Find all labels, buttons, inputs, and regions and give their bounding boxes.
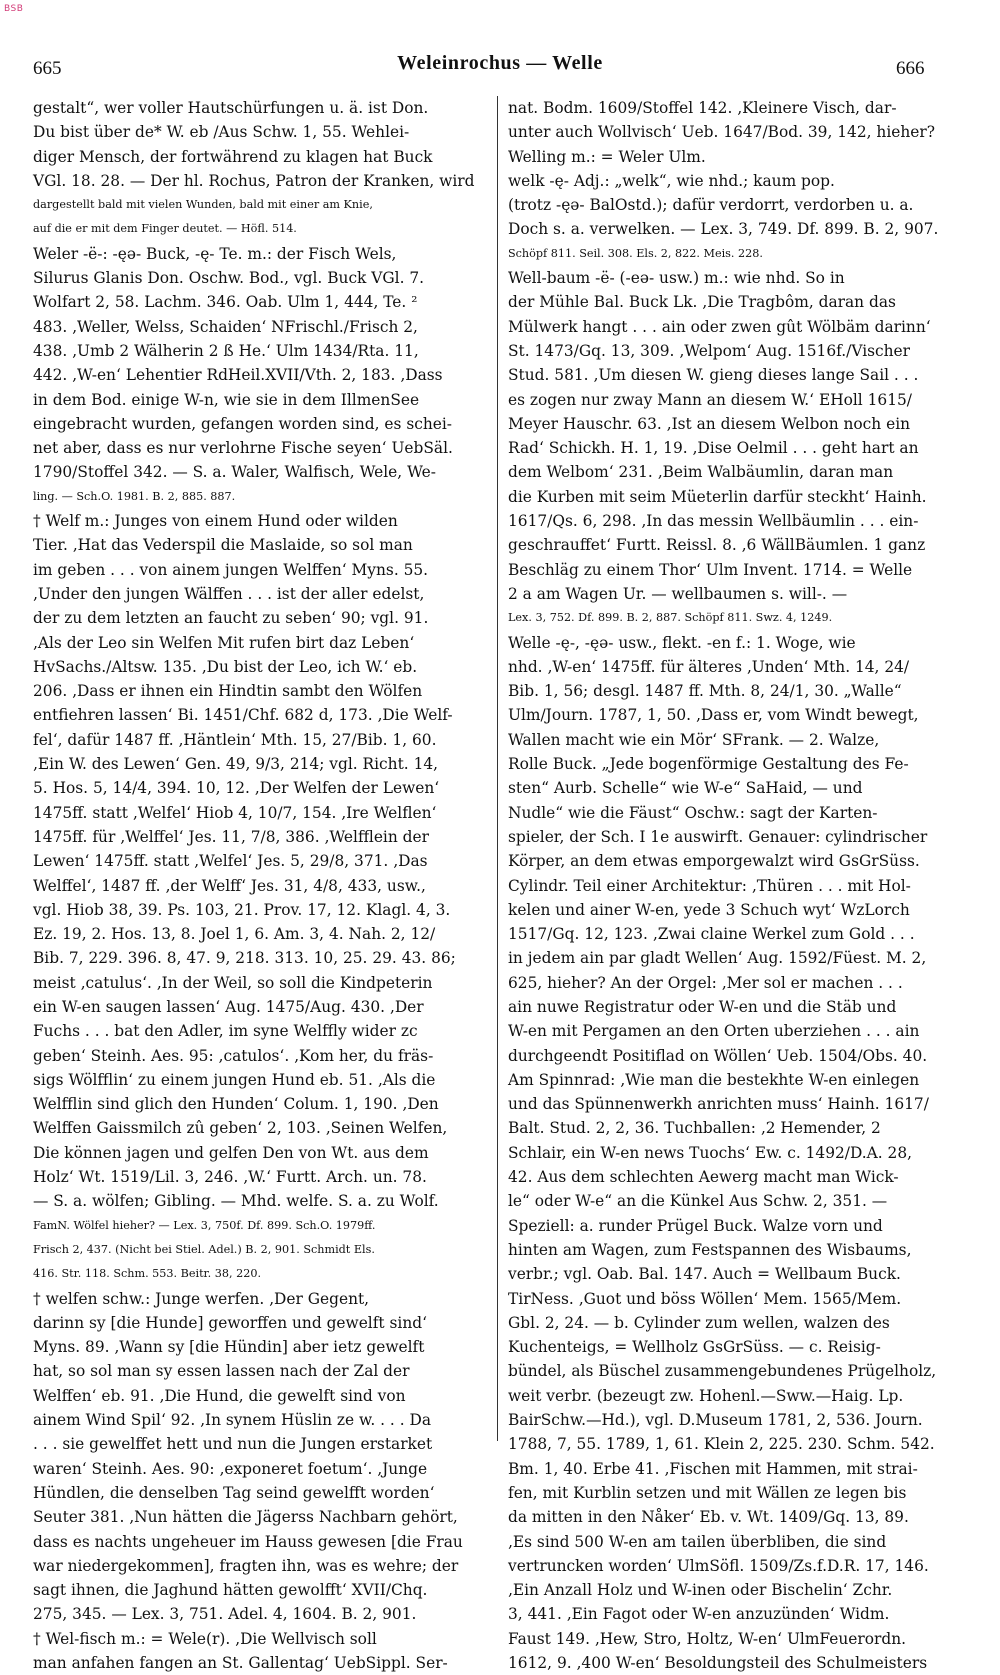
text-line: Kuchenteigs, = Wellholz GsGrSüss. — c. Reisig- (508, 1338, 881, 1357)
text-line: 483. ‚Weller, Welss, Schaiden‘ NFrischl./Frisch 2, (33, 317, 418, 336)
entry-headword-line: Weler -ë-: -ęə- Buck, -ę- Te. m.: der Fisch Wels, (33, 244, 397, 263)
text-line: 442. ‚W-en‘ Lehentier RdHeil.XVII/Vth. 2, 183. ‚Dass (33, 366, 443, 385)
text-line: Welffen‘ eb. 91. ‚Die Hund, die gewelft sind von (33, 1386, 406, 1405)
entry-headword-line: welk -ę- Adj.: „welk“, wie nhd.; kaum pop. (508, 171, 835, 190)
text-line: Doch s. a. verwelken. — Lex. 3, 749. Df. 899. B. 2, 907. (508, 220, 939, 239)
text-line: man anfahen fangen an St. Gallentag‘ UebSippl. Ser- (33, 1654, 448, 1672)
text-line: Stud. 581. ‚Um diesen W. gieng dieses lange Sail . . . (508, 366, 919, 385)
text-line: Ez. 19, 2. Hos. 13, 8. Joel 1, 6. Am. 3, 4. Nah. 2, 12/ (33, 925, 436, 944)
text-line: HvSachs./Altsw. 135. ‚Du bist der Leo, ich W.‘ eb. (33, 657, 418, 676)
text-line: Frisch 2, 437. (Nicht bei Stiel. Adel.) B. 2, 901. Schmidt Els. (33, 1242, 375, 1256)
text-line: (trotz -ęə- BalOstd.); dafür verdorrt, verdorben u. a. (508, 196, 914, 215)
text-line: entfiehren lassen‘ Bi. 1451/Chf. 682 d, 173. ‚Die Welf- (33, 706, 453, 725)
entry-headword-line: † welfen schw.: Junge werfen. ‚Der Gegent, (33, 1289, 370, 1308)
text-line: St. 1473/Gq. 13, 309. ‚Welpom‘ Aug. 1516f./Vischer (508, 341, 911, 360)
text-line: ‚Als der Leo sin Welfen Mit rufen birt daz Leben‘ (33, 633, 415, 652)
text-line: fen, mit Kurblin setzen und mit Wällen ze legen bis (508, 1483, 907, 1502)
text-line: ainem Wind Spil‘ 92. ‚In synem Hüslin ze w. . . . Da (33, 1411, 431, 1430)
right-column (508, 96, 970, 1672)
text-line: spieler, der Sch. I 1e auswirft. Genauer: cylindrischer (508, 827, 928, 846)
text-line: Balt. Stud. 2, 2, 36. Tuchballen: ‚2 Hemender, 2 (508, 1119, 881, 1138)
entry-headword-line: Well-baum -ë- (-eə- usw.) m.: wie nhd. So in (508, 269, 845, 288)
text-line: 1475ff. statt ‚Welfel‘ Hiob 4, 10/7, 154. ‚Ire Welflen‘ (33, 803, 437, 822)
text-line: und das Spünnenwerkh anrichten muss‘ Hainh. 1617/ (508, 1095, 929, 1114)
text-line: 416. Str. 118. Schm. 553. Beitr. 38, 220. (33, 1267, 262, 1281)
text-line: ain nuwe Registratur oder W-en und die Stäb und (508, 997, 897, 1016)
text-line: sagt ihnen, die Jaghund hätten gewolfft‘ XVII/Chq. (33, 1581, 428, 1600)
text-line: Meyer Hauschr. 63. ‚Ist an diesem Welbon noch ein (508, 414, 911, 433)
text-line: Beschläg zu einem Thor‘ Ulm Invent. 1714. = Welle (508, 560, 913, 579)
text-line: Rad‘ Schickh. H. 1, 19. ‚Dise Oelmil . . . geht hart an (508, 439, 919, 458)
text-line: bündel, als Büschel zusammengebundenes Prügelholz, (508, 1362, 937, 1381)
text-line: da mitten in den Nåker‘ Eb. v. Wt. 1409/Gq. 13, 89. (508, 1508, 909, 1527)
text-line: auf die er mit dem Finger deutet. — Höfl. 514. (33, 222, 297, 236)
text-line: sigs Wölfflin‘ zu einem jungen Hund eb. 51. ‚Als die (33, 1070, 436, 1089)
text-line: ein W-en saugen lassen‘ Aug. 1475/Aug. 430. ‚Der (33, 997, 424, 1016)
text-line: vgl. Hiob 38, 39. Ps. 103, 21. Prov. 17, 12. Klagl. 4, 3. (33, 900, 451, 919)
text-line: in jedem ain par gladt Wellen‘ Aug. 1592/Füest. M. 2, (508, 949, 927, 968)
text-line: 1617/Qs. 6, 298. ‚In das messin Wellbäumlin . . . ein- (508, 512, 919, 531)
text-line: eingebracht wurden, gefangen worden sind, es schei- (33, 414, 452, 433)
entry-headword-line: † Welf m.: Junges von einem Hund oder wilden (33, 512, 398, 531)
text-line: 5. Hos. 5, 14/4, 394. 10, 12. ‚Der Welfen der Lewen‘ (33, 779, 440, 798)
text-line: Wolfart 2, 58. Lachm. 346. Oab. Ulm 1, 444, Te. ² (33, 293, 418, 312)
text-line: 206. ‚Dass er ihnen ein Hindtin sambt den Wölfen (33, 682, 423, 701)
text-line: . . . sie gewelffet hett und nun die Jungen erstarket (33, 1435, 433, 1454)
text-line: der Mühle Bal. Buck Lk. ‚Die Tragbôm, daran das (508, 293, 896, 312)
text-line: in dem Bod. einige W-n, wie sie in dem IllmenSee (33, 390, 420, 409)
text-line: darinn sy [die Hunde] geworffen und gewelft sind‘ (33, 1313, 427, 1332)
text-line: Faust 149. ‚Hew, Stro, Holtz, W-en‘ UlmFeuerordn. (508, 1629, 907, 1648)
text-line: 1790/Stoffel 342. — S. a. Waler, Walfisch, Wele, We- (33, 463, 436, 482)
text-line: ling. — Sch.O. 1981. B. 2, 885. 887. (33, 489, 236, 503)
text-line: 1612, 9. ‚400 W-en‘ Besoldungsteil des Schulmeisters (508, 1654, 928, 1672)
library-stamp: BSB (4, 4, 24, 14)
text-line: Tier. ‚Hat das Vederspil die Maslaide, so sol man (33, 536, 413, 555)
text-line: geben‘ Steinh. Aes. 95: ‚catulos‘. ‚Kom her, du fräs- (33, 1046, 434, 1065)
text-line: durchgeendt Positiflad on Wöllen‘ Ueb. 1504/Obs. 40. (508, 1046, 928, 1065)
text-line: le“ oder W-e“ an die Künkel Aus Schw. 2, 351. — (508, 1192, 888, 1211)
text-line: meist ‚catulus‘. ‚In der Weil, so soll die Kindpeterin (33, 973, 433, 992)
text-line: Speziell: a. runder Prügel Buck. Walze vorn und (508, 1216, 883, 1235)
text-line: 625, hieher? An der Orgel: ‚Mer sol er machen . . . (508, 973, 903, 992)
text-line: war niedergekommen], fragten ihn, was es wehre; der (33, 1556, 459, 1575)
text-line: Welffen Gaissmilch zû geben‘ 2, 103. ‚Seinen Welfen, (33, 1119, 448, 1138)
text-line: hat, so sol man sy essen lassen nach der Zal der (33, 1362, 410, 1381)
text-line: Bib. 7, 229. 396. 8, 47. 9, 218. 313. 10, 25. 29. 43. 86; (33, 949, 456, 968)
text-line: Bib. 1, 56; desgl. 1487 ff. Mth. 8, 24/1, 30. „Walle“ (508, 682, 902, 701)
text-line: W-en mit Pergamen an den Orten uberziehen . . . ain (508, 1022, 920, 1041)
text-line: nat. Bodm. 1609/Stoffel 142. ‚Kleinere Visch, dar- (508, 99, 897, 117)
text-line: FamN. Wölfel hieher? — Lex. 3, 750f. Df. 899. Sch.O. 1979ff. (33, 1218, 376, 1232)
text-line: nhd. ‚W-en‘ 1475ff. für älteres ‚Unden‘ Mth. 14, 24/ (508, 657, 910, 676)
text-line: Wallen macht wie ein Mör‘ SFrank. — 2. Walze, (508, 730, 880, 749)
text-line: Silurus Glanis Don. Oschw. Bod., vgl. Buck VGl. 7. (33, 269, 425, 288)
text-line: Gbl. 2, 24. — b. Cylinder zum wellen, walzen des (508, 1313, 890, 1332)
text-line: Körper, an dem etwas emporgewalzt wird GsGrSüss. (508, 852, 920, 871)
text-line: TirNess. ‚Guot und böss Wöllen‘ Mem. 1565/Mem. (508, 1289, 902, 1308)
text-line: Cylindr. Teil einer Architektur: ‚Thüren . . . mit Hol- (508, 876, 911, 895)
text-line: ‚Ein W. des Lewen‘ Gen. 49, 9/3, 214; vgl. Richt. 14, (33, 755, 439, 774)
text-line: Holz‘ Wt. 1519/Lil. 3, 246. ‚W.‘ Furtt. Arch. un. 78. (33, 1168, 427, 1187)
text-line: Rolle Buck. „Jede bogenförmige Gestaltung des Fe- (508, 755, 909, 774)
text-line: VGl. 18. 28. — Der hl. Rochus, Patron der Kranken, wird (33, 171, 475, 190)
text-line: Hündlen, die denselben Tag seind gewelfft worden‘ (33, 1483, 435, 1502)
text-line: hinten am Wagen, zum Festspannen des Wisbaums, (508, 1240, 912, 1259)
text-line: Fuchs . . . bat den Adler, im syne Welffly wider zc (33, 1022, 418, 1041)
text-line: Welfflin sind glich den Hunden‘ Colum. 1, 190. ‚Den (33, 1095, 439, 1114)
text-line: ‚Under den jungen Wälffen . . . ist der aller edelst, (33, 584, 425, 603)
text-line: vertruncken worden‘ UlmSöfl. 1509/Zs.f.D.R. 17, 146. (508, 1556, 929, 1575)
text-line: Mülwerk hangt . . . ain oder zwen gût Wölbäm darinn‘ (508, 317, 931, 336)
text-line: Welffel‘, 1487 ff. ‚der Welff‘ Jes. 31, 4/8, 433, usw., (33, 876, 426, 895)
text-line: verbr.; vgl. Oab. Bal. 147. Auch = Wellbaum Buck. (508, 1265, 901, 1284)
text-line: Schöpf 811. Seil. 308. Els. 2, 822. Meis. 228. (508, 246, 763, 260)
text-line: kelen und ainer W-en, yede 3 Schuch wyt‘ WzLorch (508, 900, 910, 919)
text-line: Am Spinnrad: ‚Wie man die bestekhte W-en einlegen (508, 1070, 920, 1089)
text-line: ‚Es sind 500 W-en am tailen überbliben, die sind (508, 1532, 887, 1551)
text-line: ‚Ein Anzall Holz und W-inen oder Bischelin‘ Zchr. (508, 1581, 893, 1600)
text-line: 42. Aus dem schlechten Aewerg macht man Wick- (508, 1168, 899, 1187)
text-line: waren‘ Steinh. Aes. 90: ‚exponeret foetum‘. ‚Junge (33, 1459, 428, 1478)
text-line: — S. a. wölfen; Gibling. — Mhd. welfe. S. a. zu Wolf. (33, 1192, 439, 1211)
text-line: unter auch Wollvisch‘ Ueb. 1647/Bod. 39, 142, hieher? (508, 123, 935, 142)
text-line: dem Welbom‘ 231. ‚Beim Walbäumlin, daran man (508, 463, 894, 482)
text-line: die Kurben mit seim Müeterlin darfür steckht‘ Hainh. (508, 487, 927, 506)
text-line: 2 a am Wagen Ur. — wellbaumen s. will-. — (508, 584, 848, 603)
text-line: 438. ‚Umb 2 Wälherin 2 ß He.‘ Ulm 1434/Rta. 11, (33, 341, 419, 360)
text-line: diger Mensch, der fortwährend zu klagen hat Buck (33, 147, 433, 166)
text-line: 275, 345. — Lex. 3, 751. Adel. 4, 1604. B. 2, 901. (33, 1605, 417, 1624)
text-line: Myns. 89. ‚Wann sy [die Hündin] aber ietz gewelft (33, 1338, 425, 1357)
text-line: Bm. 1, 40. Erbe 41. ‚Fischen mit Hammen, mit strai- (508, 1459, 918, 1478)
text-line: BairSchw.—Hd.), vgl. D.Museum 1781, 2, 536. Journ. (508, 1411, 923, 1430)
text-line: Lewen‘ 1475ff. statt ‚Welfel‘ Jes. 5, 29/8, 371. ‚Das (33, 852, 428, 871)
entry-headword-line: † Wel-fisch m.: = Wele(r). ‚Die Wellvisch soll (33, 1629, 377, 1648)
text-line: sten“ Aurb. Schelle“ wie W-e“ SaHaid, — und (508, 779, 863, 798)
text-line: es zogen nur zway Mann an diesem W.‘ EHoll 1615/ (508, 390, 912, 409)
column-divider (497, 96, 498, 1441)
entry-headword-line: Welling m.: = Weler Ulm. (508, 147, 706, 166)
text-line: weit verbr. (bezeugt zw. Hohenl.—Sww.—Haig. Lp. (508, 1386, 904, 1405)
text-line: 3, 441. ‚Ein Fagot oder W-en anzuzünden‘ Widm. (508, 1605, 890, 1624)
text-line: dass es nachts ungeheuer im Hauss gewesen [die Frau (33, 1532, 463, 1551)
text-line: Du bist über de* W. eb /Aus Schw. 1, 55. Wehlei- (33, 123, 410, 142)
text-line: Nudle“ wie die Fäust“ Oschw.: sagt der Karten- (508, 803, 878, 822)
running-head: Weleinrochus — Welle (397, 52, 603, 74)
text-line: Schlair, ein W-en news Tuochs‘ Ew. c. 1492/D.A. 28, (508, 1143, 913, 1162)
text-line: gestalt“, wer voller Hautschürfungen u. ä. ist Don. (33, 99, 429, 117)
entry-headword-line: Welle -ę-, -ęə- usw., flekt. -en f.: 1. Woge, wie (508, 633, 856, 652)
page-number-right: 666 (896, 58, 925, 79)
left-column (33, 96, 489, 1672)
text-line: Seuter 381. ‚Nun hätten die Jägerss Nachbarn gehört, (33, 1508, 458, 1527)
text-line: net aber, dass es nur verlohrne Fische seyen‘ UebSäl. (33, 439, 453, 458)
text-line: Lex. 3, 752. Df. 899. B. 2, 887. Schöpf 811. Swz. 4, 1249. (508, 611, 833, 625)
text-line: der zu dem letzten an faucht zu seben‘ 90; vgl. 91. (33, 609, 429, 628)
text-line: Die können jagen und gelfen Den von Wt. aus dem (33, 1143, 429, 1162)
text-line: fel‘, dafür 1487 ff. ‚Häntlein‘ Mth. 15, 27/Bib. 1, 60. (33, 730, 437, 749)
text-line: im geben . . . von ainem jungen Welffen‘ Myns. 55. (33, 560, 429, 579)
text-line: 1788, 7, 55. 1789, 1, 61. Klein 2, 225. 230. Schm. 542. (508, 1435, 935, 1454)
text-line: geschrauffet‘ Furtt. Reissl. 8. ‚6 WällBäumlen. 1 ganz (508, 536, 926, 555)
text-line: dargestellt bald mit vielen Wunden, bald mit einer am Knie, (33, 198, 373, 212)
page-number-left: 665 (33, 58, 62, 79)
text-line: 1517/Gq. 12, 123. ‚Zwai claine Werkel zum Gold . . . (508, 925, 915, 944)
text-line: Ulm/Journ. 1787, 1, 50. ‚Dass er, vom Windt bewegt, (508, 706, 919, 725)
text-line: 1475ff. für ‚Welffel‘ Jes. 11, 7/8, 386. ‚Welfflein der (33, 827, 429, 846)
